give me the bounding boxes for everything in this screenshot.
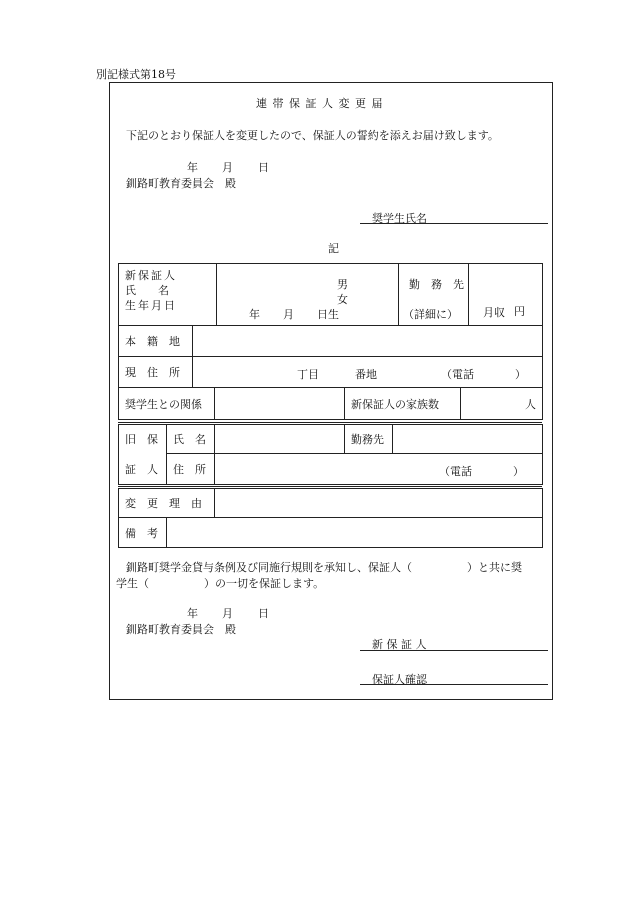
family-value [461, 388, 543, 420]
relation-value [215, 388, 345, 420]
birth-label: 生年月日 [125, 299, 177, 312]
address-value [193, 357, 543, 388]
work-detail: （詳細に） [403, 308, 459, 321]
relation-table [118, 387, 543, 420]
student-name-line [360, 223, 548, 224]
info-table [118, 325, 543, 388]
date-top-month: 月 [222, 161, 233, 174]
old-address-label: 住 所 [167, 454, 215, 485]
reason-label: 変 更 理 由 [119, 489, 215, 518]
domicile-value [193, 326, 543, 357]
remarks-table [118, 517, 543, 548]
reason-value [215, 489, 543, 518]
new-guarantor-label-cell [119, 264, 217, 326]
new-guarantor-label: 新保証人 [125, 269, 177, 282]
new-guarantor-value-cell [217, 264, 399, 326]
old-guarantor-table [118, 424, 543, 485]
pledge-line-2: 学生（ ）の一切を保証します。 [116, 577, 325, 590]
old-work-label: 勤務先 [345, 425, 393, 454]
date-bottom-month: 月 [222, 607, 233, 620]
guarantor-confirm-line [360, 684, 548, 685]
double-line-2 [118, 486, 542, 487]
birth-month: 月 [283, 308, 294, 321]
income-label: 月収 [483, 306, 506, 319]
remarks-value [167, 518, 543, 548]
income-unit: 円 [514, 305, 525, 318]
family-label: 新保証人の家族数 [345, 388, 461, 420]
reason-table [118, 488, 543, 518]
guarantor-table [118, 263, 543, 326]
family-unit: 人 [525, 397, 536, 411]
pledge-line-1: 釧路町奨学金貸与条例及び同施行規則を承知し、保証人（ ）と共に奨 [126, 561, 522, 574]
date-top-year: 年 [187, 161, 198, 174]
old-guarantor-label-1: 旧 保 [119, 425, 167, 454]
tel-open: （電話 [441, 368, 474, 381]
old-guarantor-label-2: 証 人 [119, 454, 167, 485]
male-label: 男 [337, 278, 348, 291]
new-guarantor-sign-line [360, 650, 548, 651]
date-bottom-year: 年 [187, 607, 198, 620]
name-label: 氏 名 [125, 284, 169, 297]
addressee-bottom: 釧路町教育委員会 殿 [126, 623, 236, 636]
address-label: 現 住 所 [119, 357, 193, 388]
work-label-cell [399, 264, 469, 326]
old-work-value [393, 425, 543, 454]
tel-close: ） [515, 368, 526, 381]
student-name-label: 奨学生氏名 [372, 212, 427, 225]
old-address-value [215, 454, 543, 485]
date-top-day: 日 [258, 161, 269, 174]
banchi-label: 番地 [355, 368, 377, 381]
old-name-label: 氏 名 [167, 425, 215, 454]
work-label: 勤 務 先 [409, 278, 465, 291]
form-title: 連 帯 保 証 人 変 更 届 [256, 97, 384, 110]
intro-text: 下記のとおり保証人を変更したので、保証人の誓約を添えお届け致します。 [126, 129, 499, 142]
ki-label: 記 [328, 242, 339, 255]
double-line-1 [118, 422, 542, 423]
relation-label: 奨学生との関係 [119, 388, 215, 420]
chome-label: 丁目 [297, 368, 319, 381]
guarantor-confirm-label: 保証人確認 [372, 673, 427, 686]
old-tel-open: （電話 [439, 465, 472, 478]
birth-day: 日生 [317, 308, 339, 321]
work-value-cell [469, 264, 543, 326]
old-tel-close: ） [513, 465, 524, 478]
new-guarantor-sign-label: 新 保 証 人 [372, 638, 427, 651]
addressee-top: 釧路町教育委員会 殿 [126, 177, 236, 190]
old-name-value [215, 425, 345, 454]
birth-year: 年 [249, 308, 260, 321]
remarks-label: 備 考 [119, 518, 167, 548]
date-bottom-day: 日 [258, 607, 269, 620]
female-label: 女 [337, 293, 348, 306]
domicile-label: 本 籍 地 [119, 326, 193, 357]
form-code: 別記様式第18号 [96, 68, 176, 81]
